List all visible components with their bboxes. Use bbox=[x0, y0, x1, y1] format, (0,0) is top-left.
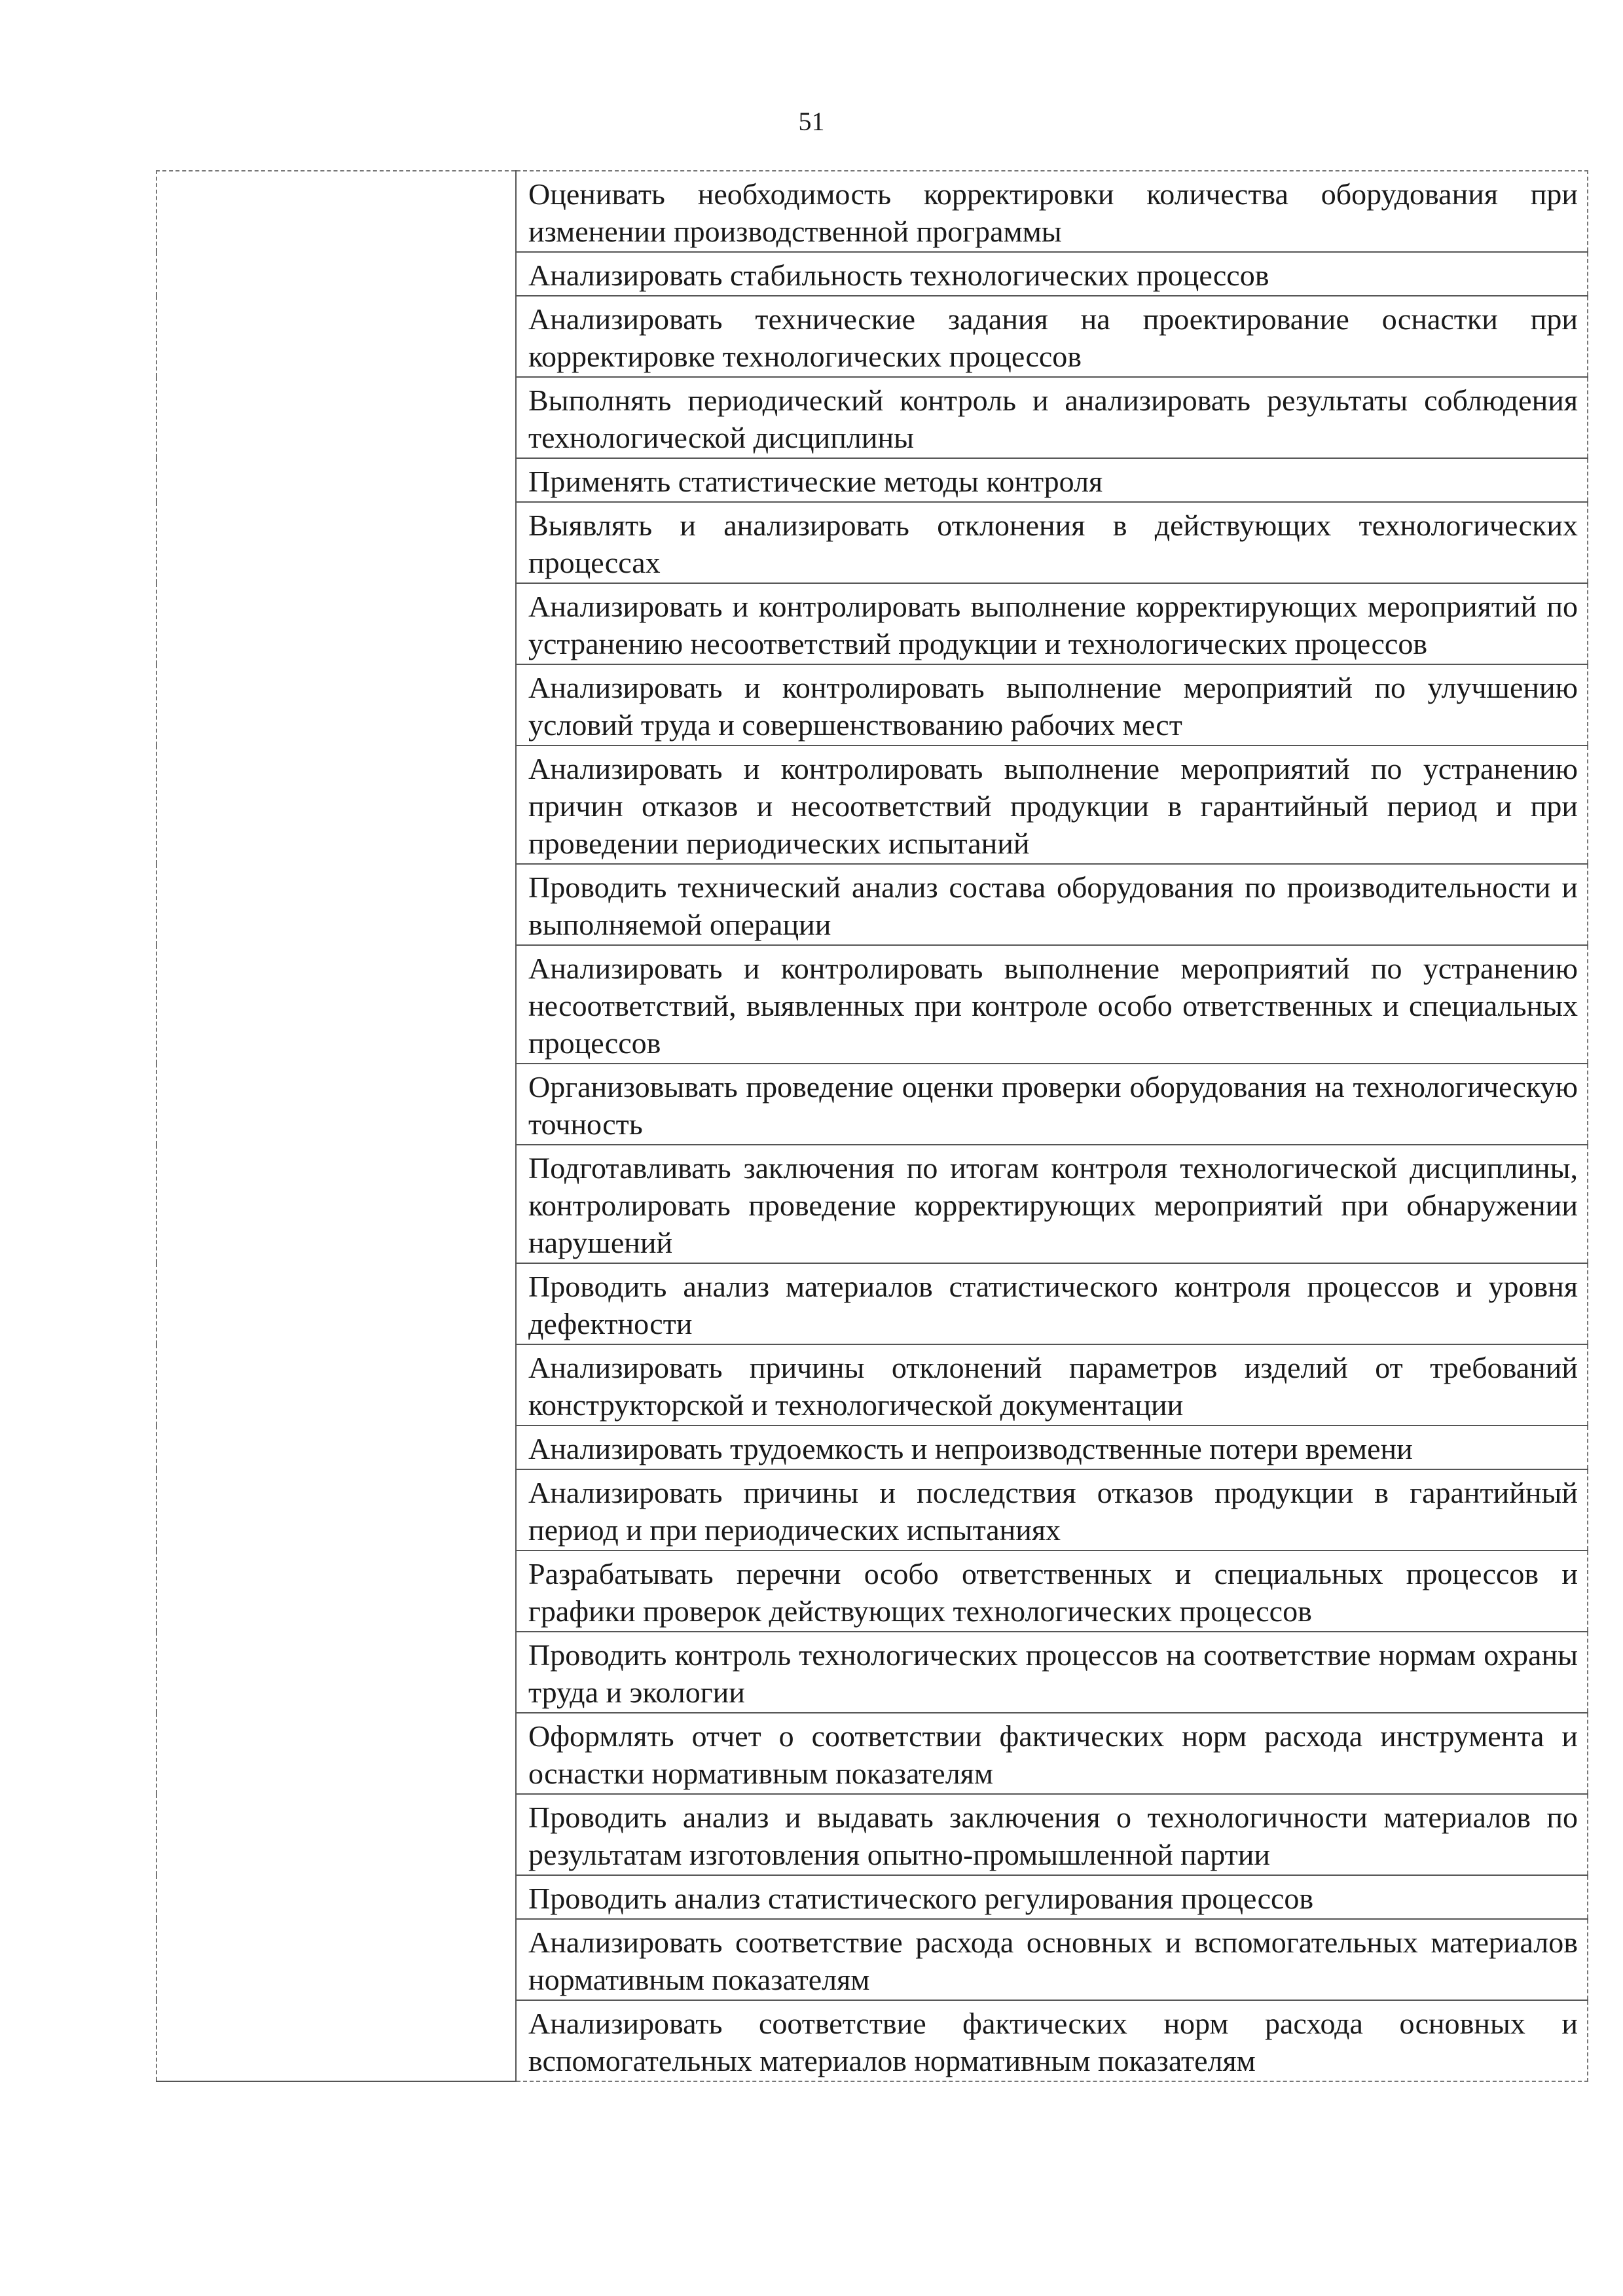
list-item: Анализировать и контролировать выполнение корректирующих мероприятий по устранению несоответствий продукции и технологических процессов bbox=[516, 583, 1588, 664]
skills-table bbox=[156, 170, 1588, 2082]
list-item: Проводить технический анализ состава оборудования по производительности и выполняемой операции bbox=[516, 864, 1588, 945]
list-item: Проводить анализ материалов статистического контроля процессов и уровня дефектности bbox=[516, 1263, 1588, 1344]
page-number: 51 bbox=[798, 107, 825, 136]
list-item: Проводить анализ статистического регулирования процессов bbox=[516, 1875, 1588, 1919]
list-item: Анализировать стабильность технологических процессов bbox=[516, 252, 1588, 296]
table-row bbox=[156, 171, 1588, 252]
list-item: Организовывать проведение оценки проверки оборудования на технологическую точность bbox=[516, 1064, 1588, 1145]
list-item: Анализировать и контролировать выполнение мероприятий по устранению причин отказов и несоответствий продукции в гарантийный период и при проведении периодических испытаний bbox=[516, 745, 1588, 864]
left-column-cell bbox=[156, 171, 516, 2081]
list-item: Анализировать причины и последствия отказов продукции в гарантийный период и при периодических испытаниях bbox=[516, 1469, 1588, 1551]
list-item: Подготавливать заключения по итогам контроля технологической дисциплины, контролировать проведение корректирующих мероприятий при обнаружении нарушений bbox=[516, 1145, 1588, 1263]
list-item: Анализировать соответствие расхода основных и вспомогательных материалов нормативным показателям bbox=[516, 1919, 1588, 2000]
list-item: Анализировать трудоемкость и непроизводственные потери времени bbox=[516, 1426, 1588, 1469]
list-item: Проводить контроль технологических процессов на соответствие нормам охраны труда и экологии bbox=[516, 1632, 1588, 1713]
list-item: Анализировать соответствие фактических норм расхода основных и вспомогательных материалов нормативным показателям bbox=[516, 2000, 1588, 2081]
list-item: Выявлять и анализировать отклонения в действующих технологических процессах bbox=[516, 502, 1588, 583]
list-item: Оценивать необходимость корректировки количества оборудования при изменении производственной программы bbox=[516, 171, 1588, 252]
list-item: Анализировать причины отклонений параметров изделий от требований конструкторской и технологической документации bbox=[516, 1344, 1588, 1426]
list-item: Анализировать технические задания на проектирование оснастки при корректировке технологических процессов bbox=[516, 296, 1588, 377]
list-item: Анализировать и контролировать выполнение мероприятий по устранению несоответствий, выявленных при контроле особо ответственных и специальных процессов bbox=[516, 945, 1588, 1064]
list-item: Разрабатывать перечни особо ответственных и специальных процессов и графики проверок действующих технологических процессов bbox=[516, 1551, 1588, 1632]
list-item: Применять статистические методы контроля bbox=[516, 458, 1588, 502]
list-item: Анализировать и контролировать выполнение мероприятий по улучшению условий труда и совершенствованию рабочих мест bbox=[516, 664, 1588, 745]
list-item: Оформлять отчет о соответствии фактических норм расхода инструмента и оснастки нормативным показателям bbox=[516, 1713, 1588, 1794]
list-item: Проводить анализ и выдавать заключения о технологичности материалов по результатам изготовления опытно-промышленной партии bbox=[516, 1794, 1588, 1875]
list-item: Выполнять периодический контроль и анализировать результаты соблюдения технологической дисциплины bbox=[516, 377, 1588, 458]
